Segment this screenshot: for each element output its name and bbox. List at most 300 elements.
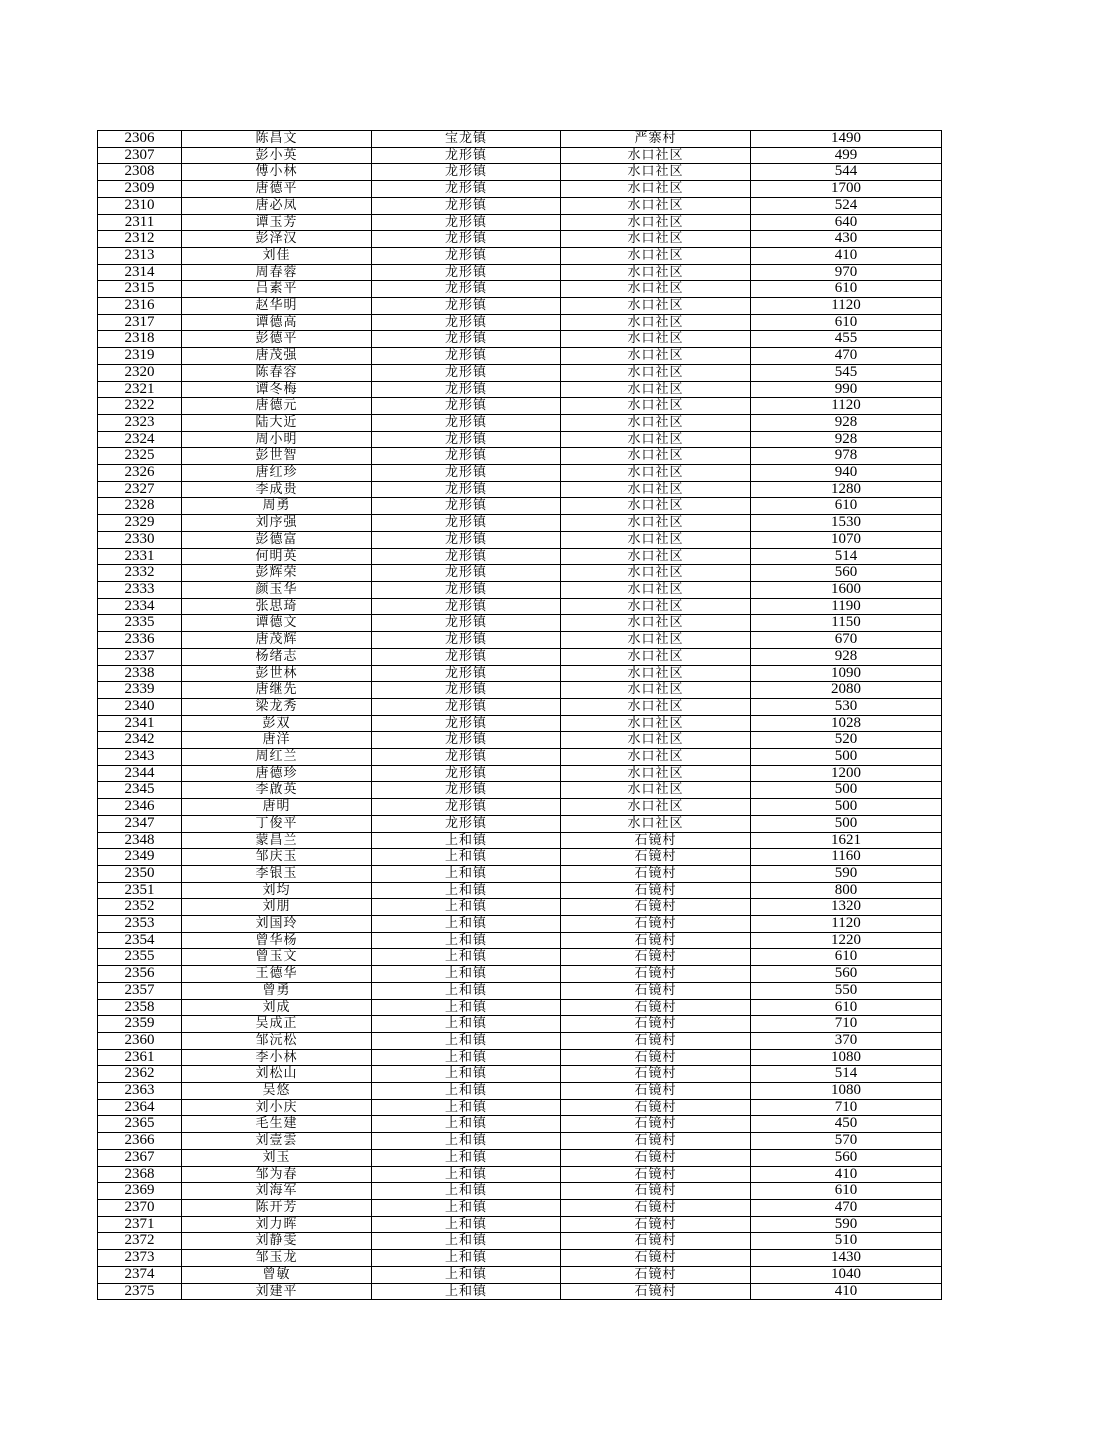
village-cell: 石镜村 <box>561 1283 751 1300</box>
amount-cell: 970 <box>751 264 942 281</box>
table-row <box>98 999 942 1016</box>
row-number-cell: 2334 <box>98 598 182 615</box>
row-number-cell: 2331 <box>98 548 182 565</box>
row-number-cell: 2317 <box>98 314 182 331</box>
table-row <box>98 749 942 766</box>
village-cell: 石镜村 <box>561 1149 751 1166</box>
town-cell: 龙形镇 <box>372 414 561 431</box>
name-cell: 彭德富 <box>182 531 372 548</box>
amount-cell: 940 <box>751 465 942 482</box>
amount-cell: 1200 <box>751 765 942 782</box>
row-number-cell: 2358 <box>98 999 182 1016</box>
name-cell: 张思琦 <box>182 598 372 615</box>
name-cell: 邹庆玉 <box>182 849 372 866</box>
table-row <box>98 815 942 832</box>
town-cell: 龙形镇 <box>372 448 561 465</box>
amount-cell: 550 <box>751 982 942 999</box>
village-cell: 石镜村 <box>561 1133 751 1150</box>
amount-cell: 510 <box>751 1233 942 1250</box>
amount-cell: 499 <box>751 147 942 164</box>
town-cell: 龙形镇 <box>372 364 561 381</box>
village-cell: 严寨村 <box>561 131 751 148</box>
name-cell: 陆大近 <box>182 414 372 431</box>
town-cell: 龙形镇 <box>372 715 561 732</box>
row-number-cell: 2361 <box>98 1049 182 1066</box>
amount-cell: 928 <box>751 648 942 665</box>
village-cell: 水口社区 <box>561 665 751 682</box>
town-cell: 上和镇 <box>372 1149 561 1166</box>
village-cell: 石镜村 <box>561 1032 751 1049</box>
town-cell: 上和镇 <box>372 1083 561 1100</box>
amount-cell: 1190 <box>751 598 942 615</box>
village-cell: 石镜村 <box>561 1233 751 1250</box>
town-cell: 宝龙镇 <box>372 131 561 148</box>
village-cell: 水口社区 <box>561 632 751 649</box>
village-cell: 石镜村 <box>561 849 751 866</box>
amount-cell: 1120 <box>751 298 942 315</box>
row-number-cell: 2359 <box>98 1016 182 1033</box>
table-row <box>98 481 942 498</box>
amount-cell: 1621 <box>751 832 942 849</box>
amount-cell: 455 <box>751 331 942 348</box>
village-cell: 水口社区 <box>561 264 751 281</box>
amount-cell: 1070 <box>751 531 942 548</box>
name-cell: 谭德文 <box>182 615 372 632</box>
name-cell: 王德华 <box>182 966 372 983</box>
town-cell: 上和镇 <box>372 1183 561 1200</box>
amount-cell: 990 <box>751 381 942 398</box>
table-row <box>98 916 942 933</box>
town-cell: 龙形镇 <box>372 314 561 331</box>
name-cell: 刘佳 <box>182 247 372 264</box>
town-cell: 龙形镇 <box>372 197 561 214</box>
table-row <box>98 1133 942 1150</box>
town-cell: 龙形镇 <box>372 515 561 532</box>
table-row <box>98 1032 942 1049</box>
town-cell: 上和镇 <box>372 916 561 933</box>
name-cell: 李啟英 <box>182 782 372 799</box>
name-cell: 傅小林 <box>182 164 372 181</box>
town-cell: 龙形镇 <box>372 598 561 615</box>
village-cell: 石镜村 <box>561 1216 751 1233</box>
town-cell: 龙形镇 <box>372 331 561 348</box>
amount-cell: 590 <box>751 865 942 882</box>
table-row <box>98 1083 942 1100</box>
name-cell: 彭小英 <box>182 147 372 164</box>
name-cell: 唐德平 <box>182 181 372 198</box>
village-cell: 水口社区 <box>561 799 751 816</box>
amount-cell: 1120 <box>751 916 942 933</box>
row-number-cell: 2327 <box>98 481 182 498</box>
amount-cell: 410 <box>751 247 942 264</box>
row-number-cell: 2306 <box>98 131 182 148</box>
row-number-cell: 2314 <box>98 264 182 281</box>
table-row <box>98 164 942 181</box>
town-cell: 龙形镇 <box>372 298 561 315</box>
row-number-cell: 2316 <box>98 298 182 315</box>
town-cell: 龙形镇 <box>372 164 561 181</box>
amount-cell: 545 <box>751 364 942 381</box>
town-cell: 龙形镇 <box>372 481 561 498</box>
village-cell: 石镜村 <box>561 949 751 966</box>
town-cell: 龙形镇 <box>372 565 561 582</box>
table-row <box>98 682 942 699</box>
amount-cell: 524 <box>751 197 942 214</box>
town-cell: 龙形镇 <box>372 147 561 164</box>
town-cell: 上和镇 <box>372 1016 561 1033</box>
table-row <box>98 414 942 431</box>
amount-cell: 560 <box>751 1149 942 1166</box>
amount-cell: 1120 <box>751 398 942 415</box>
table-row <box>98 531 942 548</box>
village-cell: 水口社区 <box>561 648 751 665</box>
row-number-cell: 2337 <box>98 648 182 665</box>
amount-cell: 470 <box>751 348 942 365</box>
table-row <box>98 1116 942 1133</box>
amount-cell: 560 <box>751 565 942 582</box>
name-cell: 彭泽汉 <box>182 231 372 248</box>
name-cell: 赵华明 <box>182 298 372 315</box>
table-row <box>98 849 942 866</box>
row-number-cell: 2355 <box>98 949 182 966</box>
village-cell: 石镜村 <box>561 1116 751 1133</box>
row-number-cell: 2315 <box>98 281 182 298</box>
table-row <box>98 314 942 331</box>
table-row <box>98 632 942 649</box>
village-cell: 水口社区 <box>561 247 751 264</box>
town-cell: 龙形镇 <box>372 615 561 632</box>
row-number-cell: 2348 <box>98 832 182 849</box>
row-number-cell: 2333 <box>98 581 182 598</box>
village-cell: 水口社区 <box>561 314 751 331</box>
name-cell: 彭辉荣 <box>182 565 372 582</box>
table-row <box>98 882 942 899</box>
town-cell: 龙形镇 <box>372 214 561 231</box>
table-row <box>98 431 942 448</box>
amount-cell: 500 <box>751 782 942 799</box>
name-cell: 周勇 <box>182 498 372 515</box>
table-row <box>98 966 942 983</box>
table-row <box>98 147 942 164</box>
amount-cell: 520 <box>751 732 942 749</box>
amount-cell: 1320 <box>751 899 942 916</box>
name-cell: 陈春容 <box>182 364 372 381</box>
village-cell: 水口社区 <box>561 465 751 482</box>
name-cell: 唐德珍 <box>182 765 372 782</box>
town-cell: 龙形镇 <box>372 665 561 682</box>
row-number-cell: 2326 <box>98 465 182 482</box>
table-row <box>98 932 942 949</box>
row-number-cell: 2365 <box>98 1116 182 1133</box>
row-number-cell: 2311 <box>98 214 182 231</box>
amount-cell: 670 <box>751 632 942 649</box>
village-cell: 石镜村 <box>561 1066 751 1083</box>
name-cell: 唐明 <box>182 799 372 816</box>
town-cell: 上和镇 <box>372 999 561 1016</box>
amount-cell: 2080 <box>751 682 942 699</box>
table-row <box>98 348 942 365</box>
name-cell: 唐茂辉 <box>182 632 372 649</box>
table-row <box>98 1216 942 1233</box>
village-cell: 石镜村 <box>561 899 751 916</box>
row-number-cell: 2344 <box>98 765 182 782</box>
village-cell: 水口社区 <box>561 214 751 231</box>
amount-cell: 610 <box>751 999 942 1016</box>
name-cell: 刘小庆 <box>182 1099 372 1116</box>
town-cell: 龙形镇 <box>372 799 561 816</box>
row-number-cell: 2330 <box>98 531 182 548</box>
village-cell: 水口社区 <box>561 448 751 465</box>
village-cell: 水口社区 <box>561 565 751 582</box>
name-cell: 吕素平 <box>182 281 372 298</box>
table-body <box>98 131 942 1300</box>
amount-cell: 1490 <box>751 131 942 148</box>
name-cell: 谭冬梅 <box>182 381 372 398</box>
name-cell: 唐德元 <box>182 398 372 415</box>
row-number-cell: 2345 <box>98 782 182 799</box>
row-number-cell: 2307 <box>98 147 182 164</box>
name-cell: 曾玉文 <box>182 949 372 966</box>
town-cell: 上和镇 <box>372 932 561 949</box>
town-cell: 龙形镇 <box>372 732 561 749</box>
table-row <box>98 214 942 231</box>
town-cell: 龙形镇 <box>372 548 561 565</box>
table-row <box>98 264 942 281</box>
village-cell: 石镜村 <box>561 1183 751 1200</box>
table-row <box>98 1183 942 1200</box>
village-cell: 水口社区 <box>561 364 751 381</box>
village-cell: 水口社区 <box>561 431 751 448</box>
town-cell: 龙形镇 <box>372 281 561 298</box>
town-cell: 上和镇 <box>372 1032 561 1049</box>
name-cell: 唐茂强 <box>182 348 372 365</box>
village-cell: 石镜村 <box>561 1099 751 1116</box>
town-cell: 上和镇 <box>372 949 561 966</box>
row-number-cell: 2371 <box>98 1216 182 1233</box>
village-cell: 水口社区 <box>561 531 751 548</box>
town-cell: 龙形镇 <box>372 765 561 782</box>
table-row <box>98 799 942 816</box>
amount-cell: 1700 <box>751 181 942 198</box>
table-row <box>98 581 942 598</box>
town-cell: 龙形镇 <box>372 749 561 766</box>
village-cell: 石镜村 <box>561 999 751 1016</box>
amount-cell: 610 <box>751 498 942 515</box>
name-cell: 李成贵 <box>182 481 372 498</box>
table-row <box>98 899 942 916</box>
amount-cell: 500 <box>751 749 942 766</box>
row-number-cell: 2346 <box>98 799 182 816</box>
village-cell: 水口社区 <box>561 498 751 515</box>
town-cell: 上和镇 <box>372 1066 561 1083</box>
table-row <box>98 381 942 398</box>
village-cell: 水口社区 <box>561 298 751 315</box>
name-cell: 吴成正 <box>182 1016 372 1033</box>
row-number-cell: 2329 <box>98 515 182 532</box>
amount-cell: 1080 <box>751 1049 942 1066</box>
town-cell: 龙形镇 <box>372 531 561 548</box>
row-number-cell: 2369 <box>98 1183 182 1200</box>
amount-cell: 928 <box>751 431 942 448</box>
town-cell: 上和镇 <box>372 882 561 899</box>
town-cell: 上和镇 <box>372 1200 561 1217</box>
row-number-cell: 2338 <box>98 665 182 682</box>
village-cell: 石镜村 <box>561 1266 751 1283</box>
table-row <box>98 247 942 264</box>
name-cell: 彭世林 <box>182 665 372 682</box>
row-number-cell: 2354 <box>98 932 182 949</box>
table-row <box>98 1266 942 1283</box>
name-cell: 唐继先 <box>182 682 372 699</box>
name-cell: 刘建平 <box>182 1283 372 1300</box>
table-row <box>98 398 942 415</box>
name-cell: 杨绪志 <box>182 648 372 665</box>
town-cell: 上和镇 <box>372 1216 561 1233</box>
amount-cell: 1040 <box>751 1266 942 1283</box>
name-cell: 彭德平 <box>182 331 372 348</box>
table-row <box>98 565 942 582</box>
table-row <box>98 615 942 632</box>
amount-cell: 570 <box>751 1133 942 1150</box>
village-cell: 水口社区 <box>561 732 751 749</box>
amount-cell: 1220 <box>751 932 942 949</box>
town-cell: 龙形镇 <box>372 381 561 398</box>
town-cell: 上和镇 <box>372 865 561 882</box>
town-cell: 上和镇 <box>372 1099 561 1116</box>
name-cell: 曾勇 <box>182 982 372 999</box>
table-row <box>98 181 942 198</box>
name-cell: 曾敏 <box>182 1266 372 1283</box>
town-cell: 龙形镇 <box>372 231 561 248</box>
table-row <box>98 665 942 682</box>
name-cell: 刘国玲 <box>182 916 372 933</box>
table-row <box>98 782 942 799</box>
amount-cell: 530 <box>751 698 942 715</box>
village-cell: 石镜村 <box>561 1049 751 1066</box>
row-number-cell: 2364 <box>98 1099 182 1116</box>
town-cell: 上和镇 <box>372 1283 561 1300</box>
name-cell: 周红兰 <box>182 749 372 766</box>
amount-cell: 1280 <box>751 481 942 498</box>
name-cell: 蒙昌兰 <box>182 832 372 849</box>
town-cell: 上和镇 <box>372 1166 561 1183</box>
town-cell: 上和镇 <box>372 899 561 916</box>
name-cell: 邹沅松 <box>182 1032 372 1049</box>
village-cell: 水口社区 <box>561 281 751 298</box>
name-cell: 彭世智 <box>182 448 372 465</box>
amount-cell: 710 <box>751 1016 942 1033</box>
amount-cell: 1090 <box>751 665 942 682</box>
row-number-cell: 2370 <box>98 1200 182 1217</box>
village-cell: 水口社区 <box>561 231 751 248</box>
town-cell: 龙形镇 <box>372 348 561 365</box>
name-cell: 刘松山 <box>182 1066 372 1083</box>
village-cell: 水口社区 <box>561 749 751 766</box>
amount-cell: 1080 <box>751 1083 942 1100</box>
village-cell: 水口社区 <box>561 782 751 799</box>
village-cell: 水口社区 <box>561 398 751 415</box>
table-row <box>98 197 942 214</box>
amount-cell: 470 <box>751 1200 942 1217</box>
village-cell: 水口社区 <box>561 581 751 598</box>
name-cell: 刘成 <box>182 999 372 1016</box>
name-cell: 梁龙秀 <box>182 698 372 715</box>
name-cell: 颜玉华 <box>182 581 372 598</box>
town-cell: 龙形镇 <box>372 632 561 649</box>
table-row <box>98 465 942 482</box>
amount-cell: 590 <box>751 1216 942 1233</box>
row-number-cell: 2374 <box>98 1266 182 1283</box>
table-row <box>98 1016 942 1033</box>
name-cell: 曾华杨 <box>182 932 372 949</box>
amount-cell: 500 <box>751 815 942 832</box>
town-cell: 龙形镇 <box>372 682 561 699</box>
table-row <box>98 1233 942 1250</box>
village-cell: 石镜村 <box>561 1083 751 1100</box>
row-number-cell: 2341 <box>98 715 182 732</box>
table-row <box>98 832 942 849</box>
town-cell: 上和镇 <box>372 849 561 866</box>
table-row <box>98 715 942 732</box>
town-cell: 龙形镇 <box>372 581 561 598</box>
row-number-cell: 2320 <box>98 364 182 381</box>
table-row <box>98 1149 942 1166</box>
row-number-cell: 2362 <box>98 1066 182 1083</box>
row-number-cell: 2322 <box>98 398 182 415</box>
village-cell: 水口社区 <box>561 481 751 498</box>
row-number-cell: 2363 <box>98 1083 182 1100</box>
row-number-cell: 2336 <box>98 632 182 649</box>
village-cell: 石镜村 <box>561 966 751 983</box>
town-cell: 上和镇 <box>372 982 561 999</box>
name-cell: 彭双 <box>182 715 372 732</box>
village-cell: 水口社区 <box>561 815 751 832</box>
amount-cell: 560 <box>751 966 942 983</box>
row-number-cell: 2347 <box>98 815 182 832</box>
table-row <box>98 865 942 882</box>
village-cell: 水口社区 <box>561 548 751 565</box>
town-cell: 上和镇 <box>372 1266 561 1283</box>
name-cell: 刘力晖 <box>182 1216 372 1233</box>
village-cell: 水口社区 <box>561 197 751 214</box>
village-cell: 水口社区 <box>561 698 751 715</box>
row-number-cell: 2357 <box>98 982 182 999</box>
table-row <box>98 515 942 532</box>
row-number-cell: 2312 <box>98 231 182 248</box>
town-cell: 上和镇 <box>372 1250 561 1267</box>
name-cell: 刘壹雲 <box>182 1133 372 1150</box>
row-number-cell: 2368 <box>98 1166 182 1183</box>
town-cell: 龙形镇 <box>372 181 561 198</box>
row-number-cell: 2324 <box>98 431 182 448</box>
village-cell: 水口社区 <box>561 615 751 632</box>
town-cell: 龙形镇 <box>372 815 561 832</box>
name-cell: 周小明 <box>182 431 372 448</box>
village-cell: 石镜村 <box>561 1200 751 1217</box>
table-row <box>98 1200 942 1217</box>
name-cell: 刘海军 <box>182 1183 372 1200</box>
village-cell: 石镜村 <box>561 982 751 999</box>
name-cell: 李小林 <box>182 1049 372 1066</box>
village-cell: 水口社区 <box>561 598 751 615</box>
row-number-cell: 2309 <box>98 181 182 198</box>
amount-cell: 514 <box>751 548 942 565</box>
village-cell: 水口社区 <box>561 515 751 532</box>
amount-cell: 410 <box>751 1166 942 1183</box>
table-row <box>98 982 942 999</box>
name-cell: 刘序强 <box>182 515 372 532</box>
table-row <box>98 1283 942 1300</box>
